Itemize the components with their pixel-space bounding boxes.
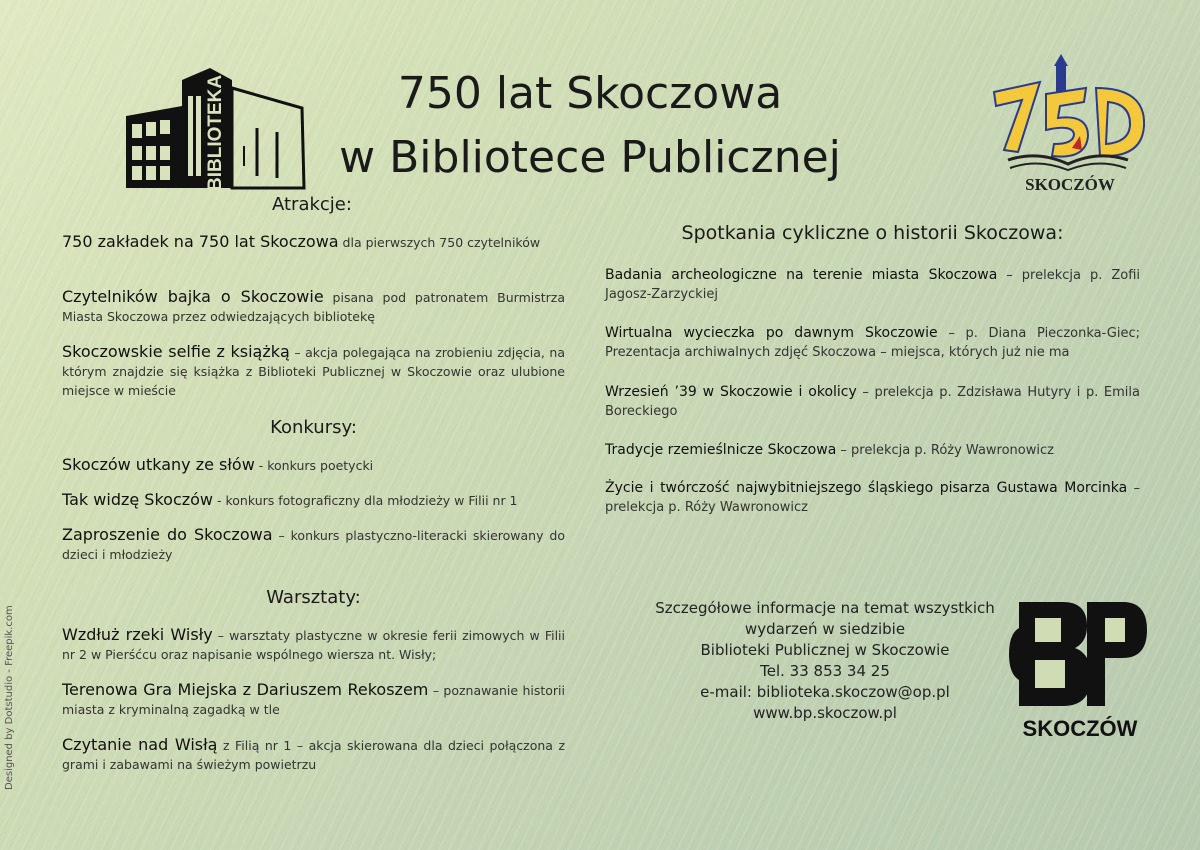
meeting-item bbox=[605, 479, 1140, 517]
meetings-heading: Spotkania cykliczne o historii Skoczowa: bbox=[681, 222, 1064, 244]
workshop-item bbox=[62, 735, 565, 774]
contest-desc: - konkurs fotograficzny dla młodzieży w Filii nr 1 bbox=[213, 493, 518, 508]
contest-title: Skoczów utkany ze słów bbox=[62, 455, 255, 474]
workshop-item bbox=[62, 680, 565, 719]
contest-item bbox=[62, 525, 565, 564]
attraction-title: 750 zakładek na 750 lat Skoczowa bbox=[62, 232, 339, 251]
workshop-title: Terenowa Gra Miejska z Dariuszem Rekoszem bbox=[62, 680, 429, 699]
contact-info bbox=[630, 598, 1020, 724]
meeting-title: Wrzesień ’39 w Skoczowie i okolicy bbox=[605, 384, 857, 400]
meeting-item bbox=[605, 383, 1140, 421]
contests-heading: Konkursy: bbox=[270, 417, 357, 438]
workshop-desc: – poznawanie historii miasta z kryminalną zagadką w tle bbox=[62, 683, 565, 717]
meeting-item bbox=[605, 441, 1140, 460]
meeting-desc: – prelekcja p. Róży Wawronowicz bbox=[605, 481, 1140, 515]
designer-credit: Designed by Dotstudio - Freepik.com bbox=[4, 605, 15, 790]
contest-desc: – konkurs plastyczno-literacki skierowany do dzieci i młodzieży bbox=[62, 528, 566, 562]
attraction-item bbox=[62, 342, 565, 400]
meeting-item bbox=[605, 266, 1140, 304]
title-line-2: w Bibliotece Publicznej bbox=[339, 132, 841, 183]
contest-title: Tak widzę Skoczów bbox=[62, 490, 214, 509]
contact-email[interactable]: e-mail: biblioteka.skoczow@op.pl bbox=[700, 683, 950, 701]
anniversary-logo-city: SKOCZÓW bbox=[1025, 175, 1115, 194]
attraction-item bbox=[62, 232, 565, 252]
contact-website[interactable]: www.bp.skoczow.pl bbox=[753, 704, 897, 722]
attraction-desc: pisana pod patronatem Burmistrza Miasta Skoczowa przez odwiedzających bibliotekę bbox=[62, 290, 565, 324]
library-building-icon bbox=[122, 66, 312, 206]
attraction-title: Czytelników bajka o Skoczowie bbox=[62, 287, 324, 306]
contact-line-1: Szczegółowe informacje na temat wszystkich bbox=[655, 599, 995, 617]
meeting-title: Wirtualna wycieczka po dawnym Skoczowie bbox=[605, 325, 938, 341]
workshops-heading: Warsztaty: bbox=[266, 587, 361, 608]
bp-logo-city: SKOCZÓW bbox=[1022, 716, 1138, 741]
library-logo-text: BIBLIOTEKA bbox=[205, 74, 226, 191]
contest-item bbox=[62, 490, 565, 510]
contest-item bbox=[62, 455, 565, 475]
attraction-desc: – akcja polegająca na zrobieniu zdjęcia, na którym znajdzie się książka z Biblioteki Publicznej w Skoczowie oraz ulubione miejsce w mieście bbox=[62, 345, 566, 398]
contest-title: Zaproszenie do Skoczowa bbox=[62, 525, 273, 544]
contact-line-3: Biblioteki Publicznej w Skoczowie bbox=[700, 641, 950, 659]
workshop-desc: z Filią nr 1 – akcja skierowana dla dzieci połączona z grami i zabawami na świeżym powietrzu bbox=[62, 738, 565, 772]
meeting-title: Badania archeologiczne na terenie miasta Skoczowa bbox=[605, 267, 998, 283]
workshop-desc: – warsztaty plastyczne w okresie ferii zimowych w Filii nr 2 w Pierśćcu oraz napisanie wspólnego wiersza nt. Wisły; bbox=[62, 628, 565, 662]
contest-desc: - konkurs poetycki bbox=[254, 458, 374, 473]
library-logo bbox=[122, 66, 312, 206]
workshop-title: Czytanie nad Wisłą bbox=[62, 735, 218, 754]
contact-phone: Tel. 33 853 34 25 bbox=[760, 662, 890, 680]
contact-line-2: wydarzeń w siedzibie bbox=[744, 620, 906, 638]
anniversary-logo bbox=[988, 52, 1153, 202]
meeting-desc: – prelekcja p. Zdzisława Hutyry i p. Emila Boreckiego bbox=[605, 385, 1140, 419]
bp-logo-icon bbox=[1005, 598, 1155, 743]
attraction-item bbox=[62, 287, 565, 326]
bp-logo bbox=[1005, 598, 1155, 743]
attraction-title: Skoczowskie selfie z książką bbox=[62, 342, 290, 361]
title-line-1: 750 lat Skoczowa bbox=[397, 68, 783, 119]
meeting-title: Tradycje rzemieślnicze Skoczowa bbox=[605, 442, 837, 458]
attractions-heading: Atrakcje: bbox=[272, 194, 352, 215]
meeting-desc: – prelekcja p. Róży Wawronowicz bbox=[836, 443, 1054, 458]
attraction-desc: dla pierwszych 750 czytelników bbox=[338, 235, 541, 250]
meeting-title: Życie i twórczość najwybitniejszego śląskiego pisarza Gustawa Morcinka bbox=[605, 480, 1128, 496]
page-title bbox=[300, 62, 880, 190]
meeting-desc: – prelekcja p. Zofii Jagosz-Zarzyckiej bbox=[605, 268, 1140, 302]
meeting-desc: – p. Diana Pieczonka-Giec; Prezentacja archiwalnych zdjęć Skoczowa – miejsca, których już nie ma bbox=[605, 326, 1140, 360]
workshop-item bbox=[62, 625, 565, 664]
anniversary-emblem-icon bbox=[988, 52, 1153, 202]
meeting-item bbox=[605, 324, 1140, 362]
workshop-title: Wzdłuż rzeki Wisły bbox=[62, 625, 213, 644]
